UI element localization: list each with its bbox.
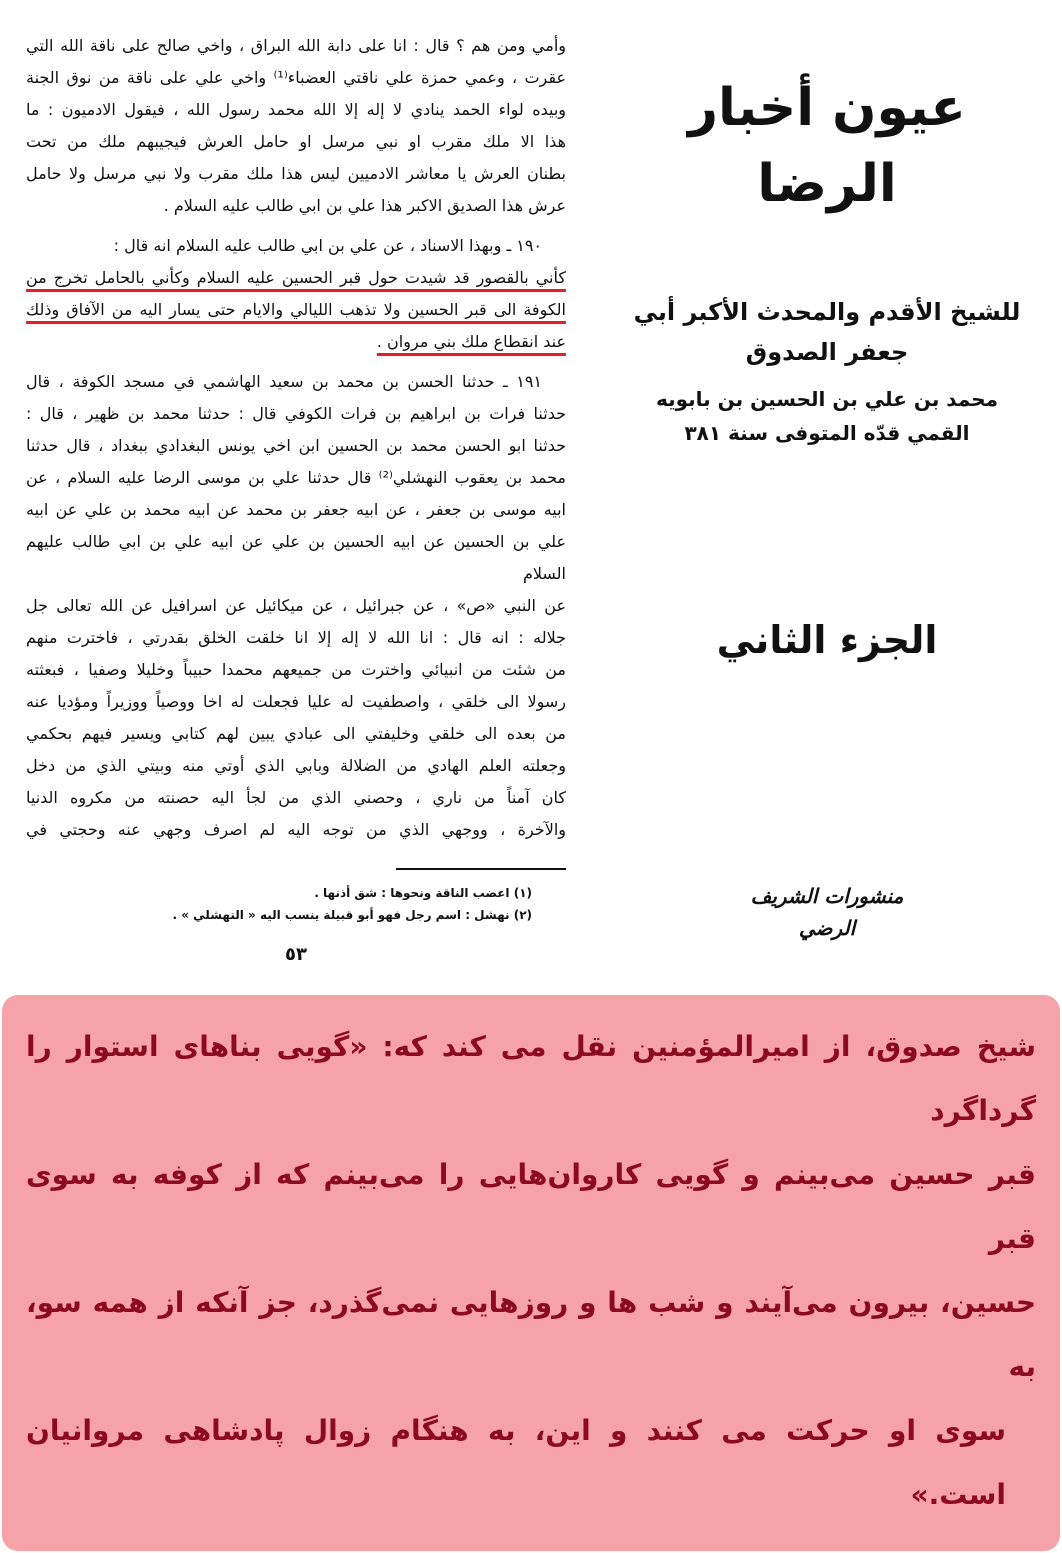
text-line: من بعده الى خلقي وخليفتي الى عبادي يبين لهم كتابي ويسير فيهم بحكمي (26, 724, 566, 743)
footnote-divider (396, 868, 566, 870)
title-column (622, 30, 1032, 944)
author-line: محمد بن علي بن الحسين بن بابويه القمي قدّه المتوفى سنة ٣٨١ (655, 387, 999, 445)
text-line: عقرت ، وعمي حمزة علي ناقتي العضباء⁽¹⁾ واخي علي على ناقة من نوق الجنة (26, 68, 567, 87)
footnote: (٢) نهشل : اسم رجل فهو أبو قبيلة ينسب اليه « النهشلي » . (172, 908, 532, 922)
text-line: ١٩٠ ـ وبهذا الاسناد ، عن علي بن ابي طالب عليه السلام انه قال : (113, 236, 542, 255)
paragraph-191 (26, 366, 566, 846)
underlined-text-line: كأني بالقصور قد شيدت حول قبر الحسين عليه السلام وكأني بالحامل تخرج من (26, 268, 566, 287)
text-line: عن النبي «ص» ، عن جبرائيل ، عن ميكائيل عن اسرافيل عن الله تعالى جل (26, 596, 566, 615)
text-line: رسولا الى خلقي ، واصطفيت له عليا فجعلت له اخا ووصياً ووزيراً ومؤديا عنه (26, 692, 566, 711)
text-line: كان آمناً من ناري ، وحصني الذي من لجأ اليه حصنته من مكروه الدنيا (26, 788, 566, 807)
translation-line: شیخ صدوق، از امیرالمؤمنین نقل می کند که: «گویی بناهای استوار را گرداگرد (26, 1030, 1036, 1127)
underlined-text-line: عند انقطاع ملك بني مروان . (376, 332, 566, 351)
text-line: ١٩١ ـ حدثنا الحسن بن محمد بن سعيد الهاشمي في مسجد الكوفة ، قال (26, 372, 542, 391)
translation-line: سوی او حرکت می کنند و این، به هنگام زوال پادشاهی مروانیان است.» (26, 1414, 1006, 1511)
text-line: محمد بن يعقوب النهشلي⁽²⁾ قال حدثنا علي بن موسى الرضا عليه السلام ، عن (26, 468, 566, 487)
text-line: وبيده لواء الحمد ينادي لا إله إلا الله محمد رسول الله ، فيقول الادميون : ما (26, 100, 566, 119)
text-line: علي بن الحسين عن ابيه الحسين بن علي عن ابيه علي بن ابي طالب عليهم السلام (26, 532, 566, 583)
text-line: وأمي ومن هم ؟ قال : انا على دابة الله البراق ، واخي صالح على ناقة الله التي (26, 36, 566, 55)
text-line: وجعلته العلم الهادي من الضلالة وبابي الذي أوتي منه وبيتي الذي من دخل (26, 756, 566, 775)
text-line: جلاله : انه قال : انا الله لا إله إلا انا خلقت الخلق بقدرتي ، فاخترت منهم (26, 628, 566, 647)
volume-label: الجزء الثاني (716, 618, 938, 662)
text-line: حدثنا ابو الحسن محمد بن الحسين ابن اخي يونس البغدادي ببغداد ، قال حدثنا (26, 436, 566, 455)
author-line: للشيخ الأقدم والمحدث الأكبر أبي جعفر الصدوق (633, 298, 1021, 366)
book-title: عيون أخبار الرضا (688, 78, 966, 214)
publisher-logo: منشورات الشريف الرضي (750, 884, 904, 940)
text-line: هذا الا ملك مقرب او نبي مرسل او حامل العرش فيجيبهم ملك من تحت (26, 132, 566, 151)
text-line: عرش هذا الصديق الاكبر هذا علي بن ابي طالب عليه السلام . (163, 196, 566, 215)
translation-line: حسین، بیرون می‌آیند و شب ها و روزهایی نمی‌گذرد، جز آنکه از همه سو، به (26, 1286, 1036, 1383)
paragraph-190 (26, 230, 566, 358)
translation-box (2, 995, 1060, 1551)
page-number: ٥٣ (285, 944, 307, 965)
text-line: بطنان العرش يا معاشر الادميين ليس هذا ملك مقرب ولا نبي مرسل ولا حامل (26, 164, 566, 183)
text-line: والآخرة ، ووجهي الذي من توجه اليه لم اصرف وجهي عنه وحجتي في (26, 820, 566, 839)
text-line: ابيه موسى بن جعفر ، عن ابيه جعفر بن محمد عن ابيه محمد بن علي عن ابيه (26, 500, 566, 519)
translation-line: قبر حسین می‌بینم و گویی کاروان‌هایی را می‌بینم که از کوفه به سوی قبر (26, 1158, 1036, 1255)
text-line: حدثنا فرات بن ابراهيم بن فرات الكوفي قال : حدثنا محمد بن ظهير ، قال : (26, 404, 566, 423)
text-column (26, 30, 566, 965)
underlined-text-line: الكوفة الى قبر الحسين ولا تذهب الليالي والايام حتى يسار اليه من الآفاق وذلك (26, 300, 566, 319)
text-line: من شئت من انبيائي واخترت من جميعهم محمدا حبيباً وخليلا وصفيا ، فبعثته (26, 660, 566, 679)
paragraph-1 (26, 30, 566, 222)
footnote: (١) اعضب الناقة ونحوها : شق أذنها . (314, 886, 532, 900)
